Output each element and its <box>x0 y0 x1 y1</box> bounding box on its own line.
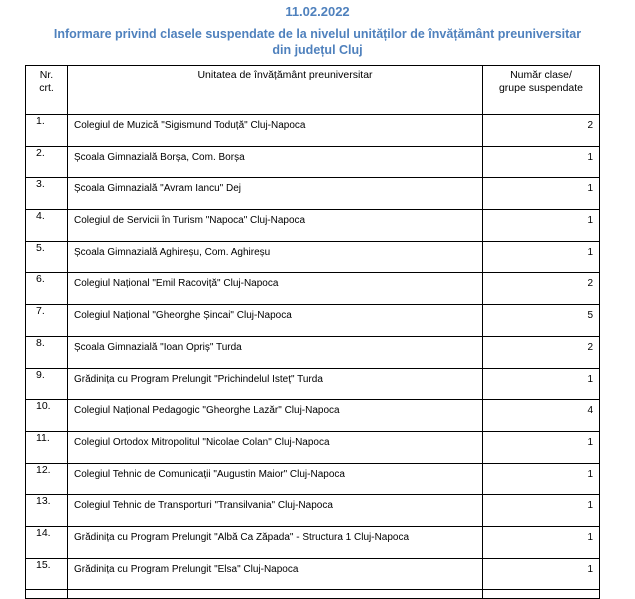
row-unit-name: Grădinița cu Program Prelungit "Prichindelul Isteț" Turda <box>68 368 483 400</box>
row-number: 12. <box>26 463 68 495</box>
column-header-count-line2: grupe suspendate <box>498 82 584 94</box>
row-suspended-count: 1 <box>483 526 600 558</box>
table-row-cutoff <box>26 590 600 599</box>
row-suspended-count: 1 <box>483 210 600 242</box>
row-number: 15. <box>26 558 68 590</box>
row-suspended-count: 1 <box>483 241 600 273</box>
table-row <box>26 305 600 337</box>
row-suspended-count: 2 <box>483 115 600 147</box>
title-line-1: Informare privind clasele suspendate de la nivelul unităților de învățământ preuniversitar <box>53 27 582 41</box>
row-suspended-count: 5 <box>483 305 600 337</box>
row-number: 8. <box>26 336 68 368</box>
row-unit-name: Școala Gimnazială Borșa, Com. Borșa <box>68 146 483 178</box>
row-suspended-count: 2 <box>483 336 600 368</box>
row-unit-name: Grădinița cu Program Prelungit "Albă Ca Zăpada" - Structura 1 Cluj-Napoca <box>68 526 483 558</box>
document-title <box>40 26 595 58</box>
row-suspended-count: 1 <box>483 495 600 527</box>
row-unit-name: Colegiul Național "Emil Racoviță" Cluj-Napoca <box>68 273 483 305</box>
table-row <box>26 400 600 432</box>
row-unit-name: Colegiul de Muzică "Sigismund Toduță" Cluj-Napoca <box>68 115 483 147</box>
column-header-nr-line2: crt. <box>39 82 54 94</box>
row-number: 13. <box>26 495 68 527</box>
row-number: 3. <box>26 178 68 210</box>
row-unit-name: Colegiul Ortodox Mitropolitul "Nicolae Colan" Cluj-Napoca <box>68 431 483 463</box>
row-suspended-count: 1 <box>483 558 600 590</box>
row-unit-name: Colegiul Național Pedagogic "Gheorghe Lazăr" Cluj-Napoca <box>68 400 483 432</box>
cutoff-cell <box>483 590 600 599</box>
table-row <box>26 463 600 495</box>
cutoff-cell <box>68 590 483 599</box>
row-unit-name: Școala Gimnazială "Ioan Opriș" Turda <box>68 336 483 368</box>
suspended-classes-table <box>25 65 600 599</box>
row-suspended-count: 4 <box>483 400 600 432</box>
row-unit-name: Colegiul Național "Gheorghe Șincai" Cluj-Napoca <box>68 305 483 337</box>
table-row <box>26 431 600 463</box>
row-number: 2. <box>26 146 68 178</box>
column-header-count <box>483 66 600 115</box>
column-header-unit: Unitatea de învățământ preuniversitar <box>68 66 483 115</box>
table-row <box>26 115 600 147</box>
row-suspended-count: 1 <box>483 368 600 400</box>
row-suspended-count: 1 <box>483 178 600 210</box>
table-row <box>26 178 600 210</box>
row-number: 6. <box>26 273 68 305</box>
row-number: 1. <box>26 115 68 147</box>
table-row <box>26 336 600 368</box>
row-number: 7. <box>26 305 68 337</box>
row-number: 4. <box>26 210 68 242</box>
table-row <box>26 241 600 273</box>
row-suspended-count: 2 <box>483 273 600 305</box>
table-row <box>26 210 600 242</box>
row-suspended-count: 1 <box>483 431 600 463</box>
title-line-2: din județul Cluj <box>272 43 363 57</box>
table-row <box>26 526 600 558</box>
row-number: 9. <box>26 368 68 400</box>
document-date: 11.02.2022 <box>285 4 350 19</box>
row-number: 10. <box>26 400 68 432</box>
row-number: 14. <box>26 526 68 558</box>
row-unit-name: Colegiul Tehnic de Comunicații "Augustin Maior" Cluj-Napoca <box>68 463 483 495</box>
table-header-row <box>26 66 600 115</box>
row-number: 11. <box>26 431 68 463</box>
column-header-nr-line1: Nr. <box>39 69 54 81</box>
table-row <box>26 273 600 305</box>
table-row <box>26 495 600 527</box>
row-unit-name: Școala Gimnazială "Avram Iancu" Dej <box>68 178 483 210</box>
column-header-nr <box>26 66 68 115</box>
row-unit-name: Grădinița cu Program Prelungit "Elsa" Cluj-Napoca <box>68 558 483 590</box>
column-header-count-line1: Număr clase/ <box>510 69 572 81</box>
row-unit-name: Școala Gimnazială Aghireșu, Com. Aghireșu <box>68 241 483 273</box>
row-suspended-count: 1 <box>483 463 600 495</box>
table-row <box>26 558 600 590</box>
cutoff-cell <box>26 590 68 599</box>
table-body <box>26 115 600 599</box>
row-unit-name: Colegiul Tehnic de Transporturi "Transilvania" Cluj-Napoca <box>68 495 483 527</box>
table-row <box>26 146 600 178</box>
row-number: 5. <box>26 241 68 273</box>
row-suspended-count: 1 <box>483 146 600 178</box>
table-row <box>26 368 600 400</box>
row-unit-name: Colegiul de Servicii în Turism "Napoca" Cluj-Napoca <box>68 210 483 242</box>
